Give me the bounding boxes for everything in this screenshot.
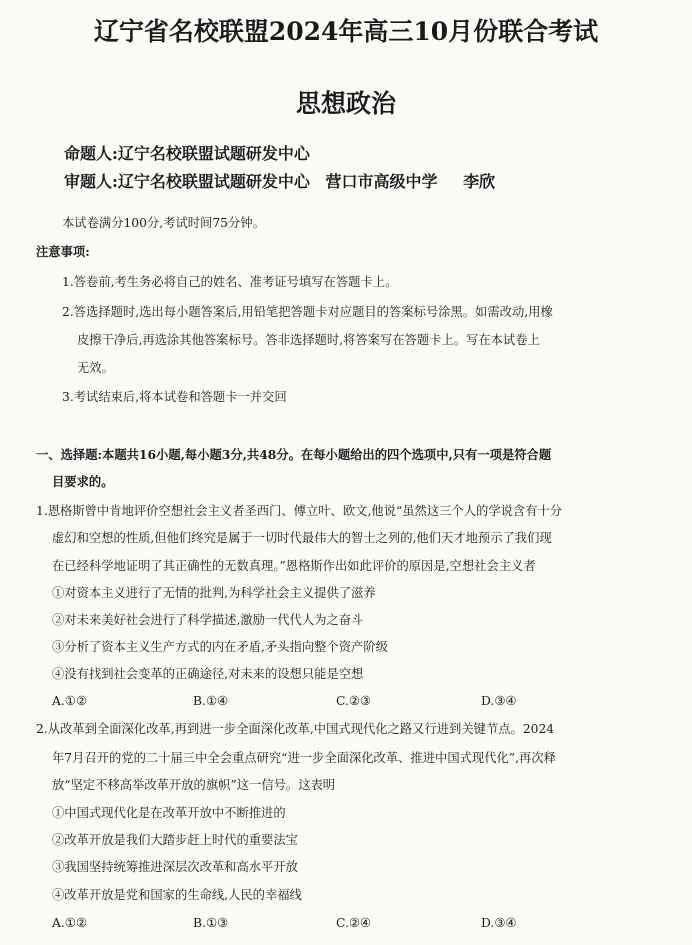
q2-stem-line-2: 年7月召开的党的二十届三中全会重点研究“进一步全面深化改革、推进中国式现代化”,再次释	[52, 751, 556, 765]
note-item-3: 3.考试结束后,将本试卷和答题卡一并交回	[62, 390, 287, 404]
q1-statement-3: ③分析了资本主义生产方式的内在矛盾,矛头指向整个资产阶级	[52, 640, 388, 654]
q2-option-c: C.②④	[336, 916, 371, 930]
reviewer-line	[64, 168, 495, 196]
q2-statement-1: ①中国式现代化是在改革开放中不断推进的	[52, 806, 286, 820]
q2-statement-4: ④改革开放是党和国家的生命线,人民的幸福线	[52, 888, 302, 902]
notes-heading: 注意事项:	[36, 244, 90, 259]
q2-option-d: D.③④	[481, 916, 517, 930]
reviewer-school: 营口市高级中学	[325, 172, 438, 191]
note-item-1: 1.答卷前,考生务必将自己的姓名、准考证号填写在答题卡上。	[62, 275, 398, 289]
note-item-2-line-3: 无效。	[77, 361, 114, 375]
exam-info: 本试卷满分100分,考试时间75分钟。	[62, 216, 265, 230]
section-heading-line-2: 目要求的。	[52, 474, 114, 489]
q1-option-a: A.①②	[52, 694, 87, 708]
q1-statement-1: ①对资本主义进行了无情的批判,为科学社会主义提供了滋养	[52, 586, 376, 600]
q1-stem-line-1: 1.恩格斯曾中肯地评价空想社会主义者圣西门、傅立叶、欧文,他说“虽然这三个人的学说含有十分	[36, 504, 563, 518]
note-item-2-line-1: 2.答选择题时,选出每小题答案后,用铅笔把答题卡对应题目的答案标号涂黑。如需改动,用橡	[62, 305, 553, 319]
q1-statement-2: ②对未来美好社会进行了科学描述,激励一代代人为之奋斗	[52, 613, 364, 627]
reviewer-name: 李欣	[463, 172, 496, 191]
q1-stem-line-2: 虚幻和空想的性质,但他们终究是属于一切时代最伟大的智士之列的,他们天才地预示了我们现	[52, 531, 552, 545]
q1-option-b: B.①④	[193, 694, 228, 708]
section-heading-line-1: 一、选择题:本题共16小题,每小题3分,共48分。在每小题给出的四个选项中,只有一项是符合题	[36, 447, 552, 462]
q1-option-c: C.②③	[336, 694, 371, 708]
setter-line: 命题人:辽宁名校联盟试题研发中心	[64, 144, 310, 163]
reviewer-label: 审题人:辽宁名校联盟试题研发中心	[64, 172, 310, 191]
exam-title: 辽宁省名校联盟2024年高三10月份联合考试	[93, 17, 599, 46]
q1-stem-line-3: 在已经科学地证明了其正确性的无数真理。”恩格斯作出如此评价的原因是,空想社会主义者	[52, 559, 536, 573]
note-item-2-line-2: 皮擦干净后,再选涂其他答案标号。答非选择题时,将答案写在答题卡上。写在本试卷上	[77, 333, 540, 347]
subject-title: 思想政治	[295, 89, 396, 118]
q2-stem-line-3: 放“坚定不移高举改革开放的旗帜”这一信号。这表明	[52, 778, 336, 792]
q2-statement-2: ②改革开放是我们大踏步赶上时代的重要法宝	[52, 833, 298, 847]
q2-option-b: B.①③	[193, 916, 228, 930]
credits-block	[64, 140, 495, 196]
q2-stem-line-1: 2.从改革到全面深化改革,再到进一步全面深化改革,中国式现代化之路又行进到关键节点。2024	[36, 722, 555, 736]
q2-option-a: A.①②	[52, 916, 87, 930]
q1-statement-4: ④没有找到社会变革的正确途径,对未来的设想只能是空想	[52, 667, 364, 681]
q1-option-d: D.③④	[481, 694, 517, 708]
q2-statement-3: ③我国坚持统筹推进深层次改革和高水平开放	[52, 860, 298, 874]
